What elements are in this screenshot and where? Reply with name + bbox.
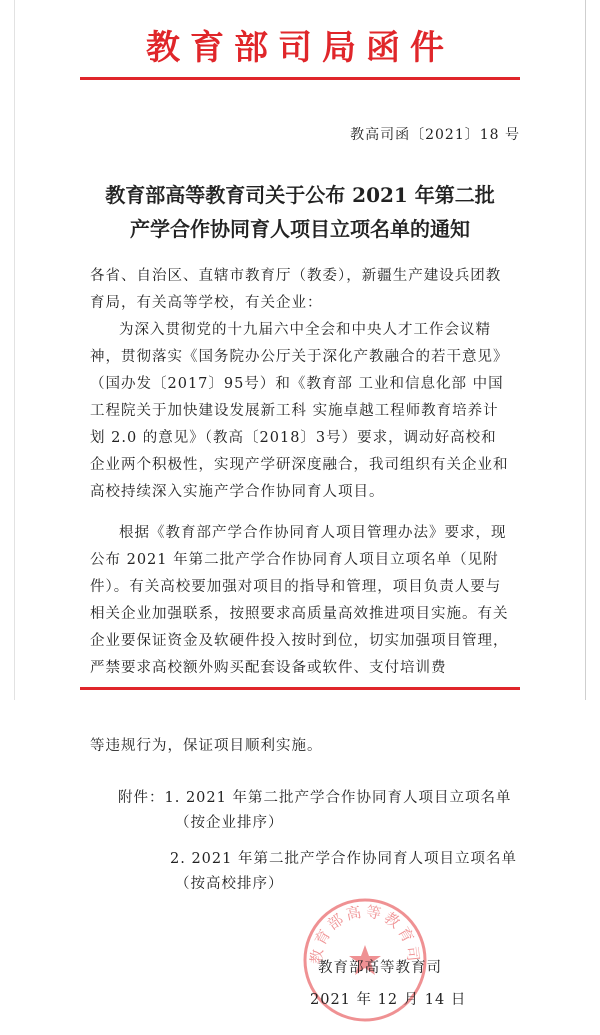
notice-title-line-2: 产学合作协同育人项目立项名单的通知 [130,217,470,241]
body-paragraph-1: 为深入贯彻党的十九届六中全会和中央人才工作会议精神，贯彻落实《国务院办公厅关于深化产教融合的若干意见》（国办发〔2017〕95号）和《教育部 工业和信息化部 中国工程院关于加快建设发展新工科 实施卓越工程师教育培养计划 2.0 的意见》（教高〔2018〕3号）要求，调动好高校和企业两个积极性，实现产学研深度融合，我司组织有关企业和高校持续深入实施产学合作协同育人项目。 [90,322,509,500]
recipients-paragraph: 各省、自治区、直辖市教育厅（教委），新疆生产建设兵团教育局，有关高等学校，有关企业： [90,268,502,311]
attachment-item-2-note: （按高校排序） [175,876,284,892]
letterhead-title: 教育部司局函件 [146,28,454,68]
attachment-item-2: 2. 2021 年第二批产学合作协同育人项目立项名单 [170,851,517,867]
page-bottom-red-rule [80,687,520,690]
letterhead-red-rule [80,77,520,80]
attachment-item-1-note: （按企业排序） [175,815,284,831]
attachment-item-1-text: 1. 2021 年第二批产学合作协同育人项目立项名单 [164,790,512,806]
body-paragraph-2: 根据《教育部产学合作协同育人项目管理办法》要求，现公布 2021 年第二批产学合作协同育人项目立项名单（见附件）。有关高校要加强对项目的指导和管理，项目负责人要与相关企业加强联系，按照要求高质量高效推进项目实施。有关企业要保证资金及软硬件投入按时到位，切实加强项目管理，严禁要求高校额外购买配套设备或软件、支付培训费 [90,525,509,676]
signature-date: 2021 年 12 月 14 日 [310,992,467,1008]
attachment-label: 附件： [118,790,165,806]
notice-title-line-1: 教育部高等教育司关于公布 2021 年第二批 [105,183,495,207]
svg-text:教育部高等教育司: 教育部高等教育司 [307,902,423,966]
body-paragraph-2-continued: 等违规行为，保证项目顺利实施。 [90,738,323,754]
attachment-item-1 [118,786,511,811]
signature-org: 教育部高等教育司 [318,960,442,976]
notice-title [0,178,600,246]
document-number: 教高司函〔2021〕18 号 [350,127,520,143]
